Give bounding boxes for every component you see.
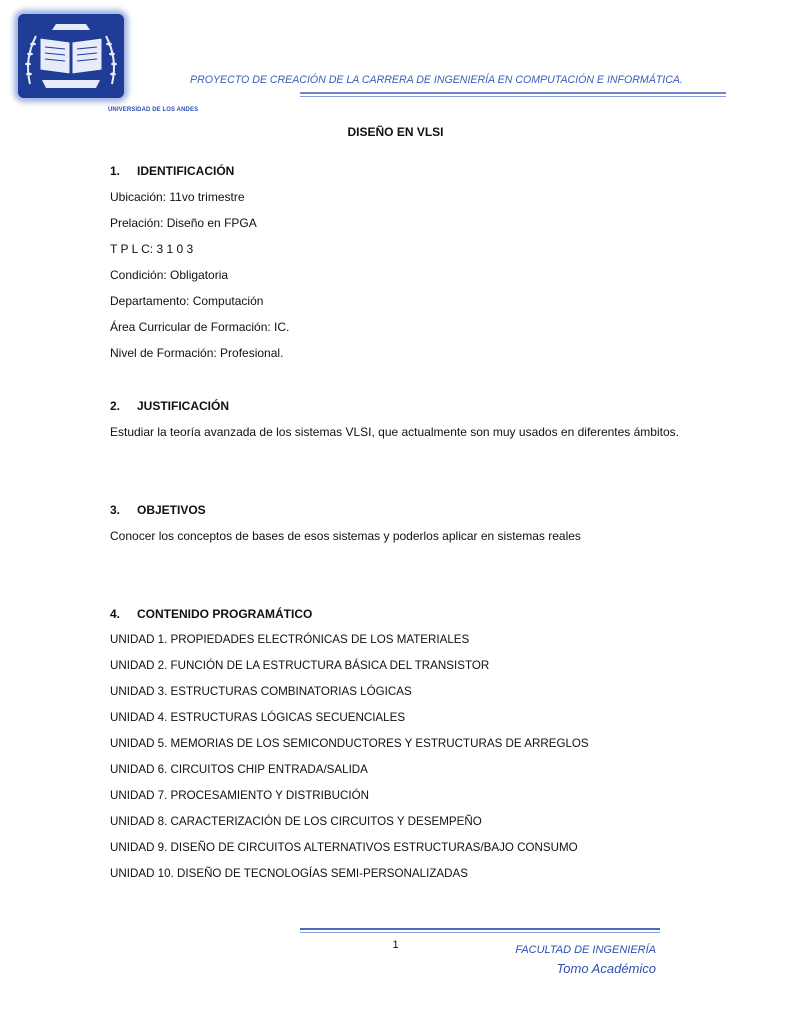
footer-divider <box>300 928 660 936</box>
identificacion-line: Departamento: Computación <box>110 294 264 308</box>
section-number: 4. <box>110 607 121 621</box>
section-title: OBJETIVOS <box>137 503 206 517</box>
page-number: 1 <box>392 939 399 951</box>
unit-item: UNIDAD 3. ESTRUCTURAS COMBINATORIAS LÓGICAS <box>110 685 412 698</box>
section-number: 3. <box>110 503 121 517</box>
unit-item: UNIDAD 5. MEMORIAS DE LOS SEMICONDUCTORES Y ESTRUCTURAS DE ARREGLOS <box>110 737 589 750</box>
footer-faculty: FACULTAD DE INGENIERÍA <box>515 944 656 956</box>
identificacion-line: Prelación: Diseño en FPGA <box>110 216 257 230</box>
header-divider <box>300 92 726 100</box>
section-number: 2. <box>110 399 121 413</box>
objetivos-paragraph: Conocer los conceptos de bases de esos sistemas y poderlos aplicar en sistemas reales <box>110 529 581 543</box>
section-number: 1. <box>110 164 121 178</box>
page-title: DISEÑO EN VLSI <box>347 125 444 139</box>
section-heading-contenido <box>110 607 312 621</box>
unit-item: UNIDAD 8. CARACTERIZACIÓN DE LOS CIRCUITOS Y DESEMPEÑO <box>110 815 482 828</box>
unit-item: UNIDAD 1. PROPIEDADES ELECTRÓNICAS DE LOS MATERIALES <box>110 633 470 646</box>
unit-item: UNIDAD 2. FUNCIÓN DE LA ESTRUCTURA BÁSICA DEL TRANSISTOR <box>110 659 490 672</box>
section-heading-objetivos <box>110 503 206 517</box>
unit-item: UNIDAD 10. DISEÑO DE TECNOLOGÍAS SEMI-PERSONALIZADAS <box>110 867 468 880</box>
identificacion-line: T P L C: 3 1 0 3 <box>110 242 194 256</box>
section-title: IDENTIFICACIÓN <box>137 164 235 178</box>
identificacion-line: Ubicación: 11vo trimestre <box>110 190 245 204</box>
university-crest-icon <box>18 14 124 98</box>
identificacion-line: Condición: Obligatoria <box>110 268 229 282</box>
university-name: UNIVERSIDAD DE LOS ANDES <box>108 107 199 113</box>
justificacion-paragraph: Estudiar la teoría avanzada de los sistemas VLSI, que actualmente son muy usados en diferentes ámbitos. <box>110 425 679 439</box>
unit-item: UNIDAD 9. DISEÑO DE CIRCUITOS ALTERNATIVOS ESTRUCTURAS/BAJO CONSUMO <box>110 841 578 854</box>
section-heading-justificacion <box>110 399 229 413</box>
section-title: JUSTIFICACIÓN <box>137 399 230 413</box>
identificacion-line: Área Curricular de Formación: IC. <box>110 320 290 334</box>
section-heading-identificacion <box>110 164 234 178</box>
unit-item: UNIDAD 6. CIRCUITOS CHIP ENTRADA/SALIDA <box>110 763 368 776</box>
unit-item: UNIDAD 4. ESTRUCTURAS LÓGICAS SECUENCIALES <box>110 711 406 724</box>
section-title: CONTENIDO PROGRAMÁTICO <box>137 607 313 621</box>
unit-item: UNIDAD 7. PROCESAMIENTO Y DISTRIBUCIÓN <box>110 789 369 802</box>
header-project-title: PROYECTO DE CREACIÓN DE LA CARRERA DE INGENIERÍA EN COMPUTACIÓN E INFORMÁTICA. <box>190 74 683 86</box>
identificacion-line: Nivel de Formación: Profesional. <box>110 346 284 360</box>
footer-tomo: Tomo Académico <box>556 961 656 976</box>
